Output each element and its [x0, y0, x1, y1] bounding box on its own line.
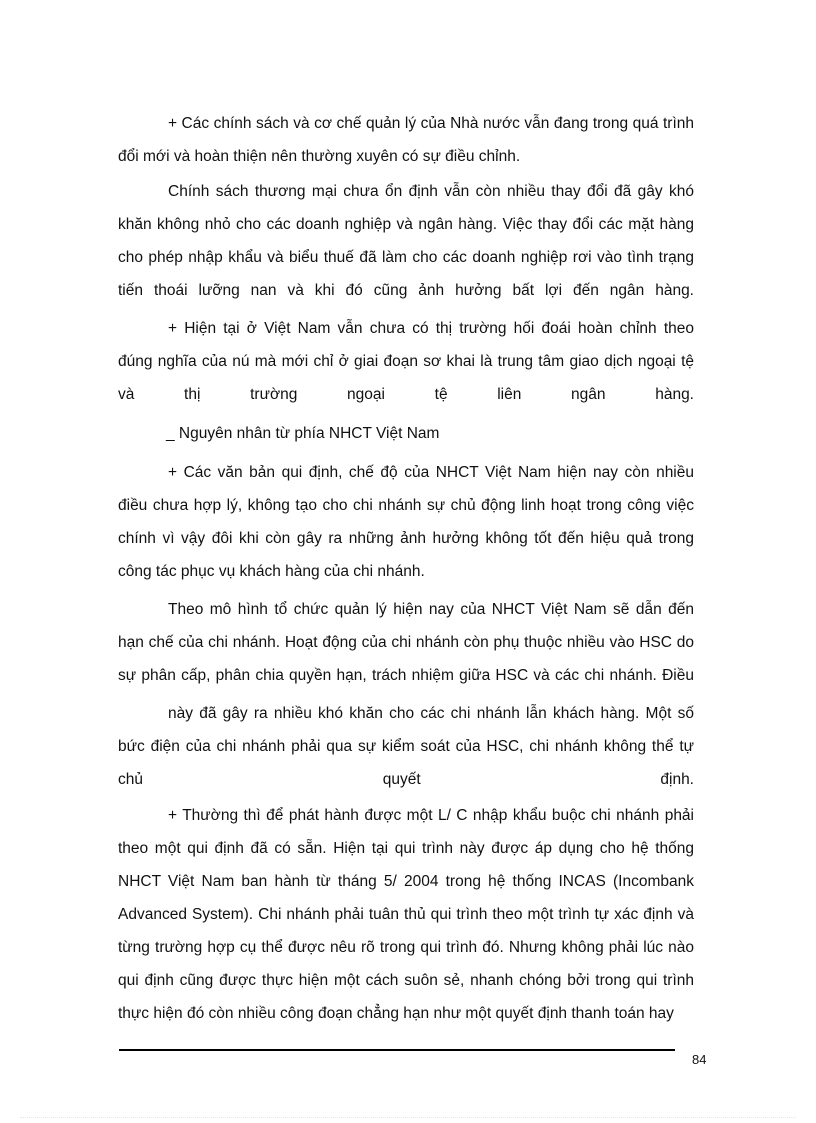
text-line: này đã gây ra nhiều khó khăn cho các chi nhánh lẫn khách hàng. Một số — [168, 705, 694, 722]
text-line: bức điện của chi nhánh phải qua sự kiểm soát của HSC, chi nhánh không thể tự — [118, 738, 694, 755]
paragraph-difficulties — [118, 697, 694, 796]
text-line: đúng nghĩa của nú mà mới chỉ ở giai đoạn sơ khai là trung tâm giao dịch ngoại tệ — [118, 353, 694, 370]
text-line: + Các chính sách và cơ chế quản lý của Nhà nước vẫn đang trong quá trình — [168, 115, 694, 132]
text-line: công tác phục vụ khách hàng của chi nhánh. — [118, 563, 425, 580]
text-line: hạn chế của chi nhánh. Hoạt động của chi nhánh còn phụ thuộc nhiều vào HSC do — [118, 634, 694, 651]
text-line: + Các văn bản qui định, chế độ của NHCT Việt Nam hiện nay còn nhiều — [168, 464, 694, 481]
text-line: khăn không nhỏ cho các doanh nghiệp và ngân hàng. Việc thay đổi các mặt hàng — [118, 216, 694, 233]
text-line: + Thường thì để phát hành được một L/ C nhập khẩu buộc chi nhánh phải — [168, 807, 694, 824]
text-line: tiến thoái lưỡng nan và khi đó cũng ảnh hưởng bất lợi đến ngân hàng. — [118, 282, 694, 299]
page-number: 84 — [692, 1052, 707, 1067]
paragraph-lc-procedure — [118, 799, 694, 1030]
text-line: điều chưa hợp lý, không tạo cho chi nhánh sự chủ động linh hoạt trong công việc — [118, 497, 694, 514]
text-line: thực hiện đó còn nhiều công đoạn chẳng hạn như một quyết định thanh toán hay — [118, 1005, 674, 1022]
text-line: NHCT Việt Nam ban hành từ tháng 5/ 2004 trong hệ thống INCAS (Incombank — [118, 873, 694, 890]
paragraph-regulations — [118, 456, 694, 588]
paragraph-policy-changes — [118, 107, 694, 173]
text-line: theo một qui định đã có sẵn. Hiện tại qui trình này được áp dụng cho hệ thống — [118, 840, 694, 857]
paragraph-trade-policy — [118, 175, 694, 307]
paragraph-management-model — [118, 593, 694, 692]
page-edge-dotted-line — [20, 1117, 796, 1118]
text-line: sự phân cấp, phân chia quyền hạn, trách nhiệm giữa HSC và các chi nhánh. Điều — [118, 667, 694, 684]
text-line: Chính sách thương mại chưa ổn định vẫn còn nhiều thay đổi đã gây khó — [168, 183, 694, 200]
text-line: chủ quyết định. — [118, 771, 694, 788]
text-line: qui định cũng được thực hiện một cách suôn sẻ, nhanh chóng bởi trong qui trình — [118, 972, 694, 989]
section-heading-nhct-causes — [118, 417, 694, 450]
text-line: cho phép nhập khẩu và biểu thuế đã làm cho các doanh nghiệp rơi vào tình trạng — [118, 249, 694, 266]
text-line: chính vì vậy đôi khi còn gây ra những ảnh hưởng không tốt đến hiệu quả trong — [118, 530, 694, 547]
text-line: Advanced System). Chi nhánh phải tuân thủ qui trình theo một trình tự xác định và — [118, 906, 694, 923]
paragraph-forex-market — [118, 312, 694, 411]
text-line: Theo mô hình tổ chức quản lý hiện nay của NHCT Việt Nam sẽ dẫn đến — [168, 601, 694, 618]
text-line: _ Nguyên nhân từ phía NHCT Việt Nam — [166, 425, 440, 442]
text-line: đổi mới và hoàn thiện nên thường xuyên có sự điều chỉnh. — [118, 148, 521, 165]
text-line: từng trường hợp cụ thể được nêu rõ trong qui trình đó. Nhưng không phải lúc nào — [118, 939, 694, 956]
text-line: + Hiện tại ở Việt Nam vẫn chưa có thị trường hối đoái hoàn chỉnh theo — [168, 320, 694, 337]
footer-rule — [119, 1049, 675, 1051]
text-line: và thị trường ngoại tệ liên ngân hàng. — [118, 386, 694, 403]
